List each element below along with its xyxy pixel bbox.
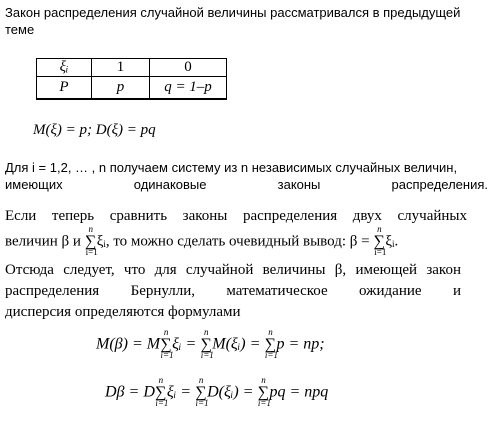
table-cell-1: 1: [92, 59, 150, 77]
sum-symbol: n ∑ i=1: [195, 375, 209, 408]
paragraph-compare: [5, 206, 467, 255]
paragraph-bernoulli-line-1: Отсюда следует, что для случайной величины β, имеющей закон: [5, 262, 461, 278]
sum-symbol: n ∑ i=1: [373, 224, 387, 257]
paragraph-system-line-1: Для i = 1,2, … , n получаем систему из n независимых случайных величин,: [5, 160, 458, 175]
table-cell-xi: ξᵢ: [37, 59, 92, 77]
sum-symbol: n ∑ i=1: [264, 327, 278, 360]
mean-variance-formula: M(ξ) = p; D(ξ) = pq: [33, 122, 156, 138]
paragraph-bernoulli-line-3: дисперсия определяются формулами: [5, 304, 241, 320]
paragraph-compare-line-2: [5, 224, 467, 257]
table-cell-0: 0: [150, 59, 227, 77]
compare-text-c: ξᵢ.: [385, 233, 399, 250]
paragraph-compare-line-1: Если теперь сравнить законы распределения двух случайных: [5, 208, 467, 224]
intro-paragraph: [5, 4, 493, 38]
compare-text-a: величин β и: [5, 233, 81, 250]
sum-symbol: n ∑ i=1: [155, 375, 169, 408]
table-row-p: [37, 77, 227, 100]
intro-line-1: Закон распределения случайной величины рассматривался в предыдущей: [5, 5, 461, 20]
sum-symbol: n ∑ i=1: [200, 327, 214, 360]
distribution-table: [36, 58, 227, 100]
sum-symbol: n ∑ i=1: [84, 224, 98, 257]
sum-symbol: n ∑ i=1: [160, 327, 174, 360]
table-cell-p: p: [92, 77, 150, 100]
intro-line-2: теме: [5, 22, 35, 37]
compare-text-b: ξᵢ, то можно сделать очевидный вывод: β =: [96, 233, 370, 250]
table-header-row: [37, 59, 227, 77]
expectation-formula: M(β) = M n ∑ i=1 ξᵢ = n ∑ i=1 M(ξᵢ) = n ∑ i=1 p = np;: [96, 327, 325, 360]
paragraph-bernoulli-line-2: распределения Бернулли, математическое ожидание и: [5, 283, 461, 299]
table-cell-P: P: [37, 77, 92, 100]
table-cell-q: q = 1–p: [150, 77, 227, 100]
variance-formula: Dβ = D n ∑ i=1 ξᵢ = n ∑ i=1 D(ξᵢ) = n ∑ i=1 pq = npq: [105, 375, 329, 408]
paragraph-bernoulli: [5, 260, 461, 323]
paragraph-system: [5, 159, 488, 193]
paragraph-system-line-2: имеющих одинаковые законы распределения.: [5, 177, 488, 192]
sum-symbol: n ∑ i=1: [257, 375, 271, 408]
